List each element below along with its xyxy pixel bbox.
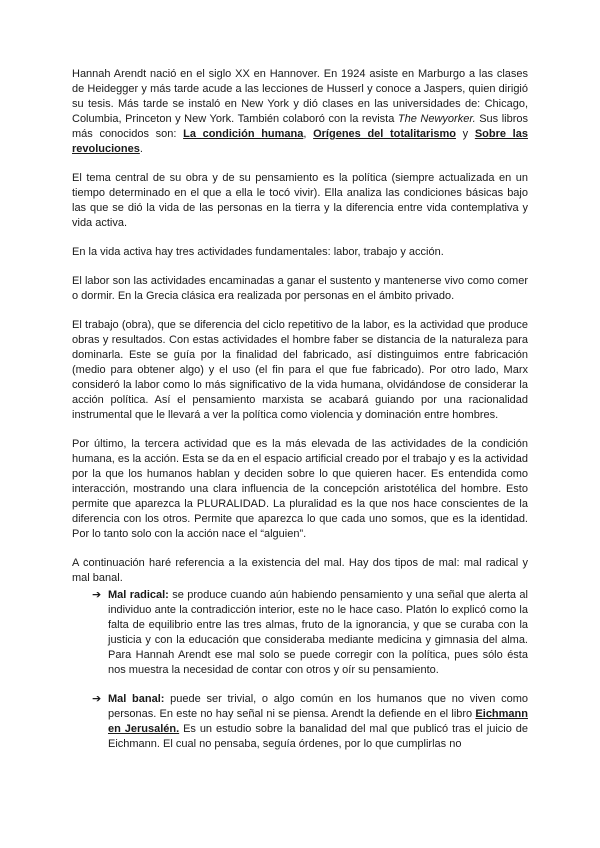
radical-evil-text: se produce cuando aún habiendo pensamiento y una señal que alerta al individuo ante la contradicción interior, este no le hace caso. Platón lo explicó como la falta de equilibrio entre las tres almas, fruto de la ignorancia, y que se curaba con la justicia y con la educación que consideraba mediante medicina y gimnasia del alma. Para Hannah Arendt ese mal solo se puede corregir con la política, pues sólo ésta nos muestra la necesidad de contar con otros y oír su pensamiento. <box>108 589 528 676</box>
list-item-radical-evil <box>92 588 528 678</box>
paragraph-action: Por último, la tercera actividad que es la más elevada de las actividades de la condición humana, es la acción. Esta se da en el espacio artificial creado por el trabajo y es la actividad por la que los humanos hablan y deciden sobre lo que quieren hacer. Es entendida como interacción, mostrando una clara influencia de la concepción aristotélica del hombre. Esto permite que aparezca la PLURALIDAD. La pluralidad es la que nos hace conscientes de la diferencia con los otros. Permite que aparezca lo que cada uno somos, que es la identidad. Por lo tanto solo con la acción nace el “alguien”. <box>72 438 528 540</box>
banal-evil-text-2: Es un estudio sobre la banalidad del mal que publicó tras el juicio de Eichmann. El cual no pensaba, seguía órdenes, por lo que cumplirlas no <box>108 723 528 750</box>
arrow-icon: ➔ <box>92 693 102 705</box>
paragraph-evil-intro: A continuación haré referencia a la existencia del mal. Hay dos tipos de mal: mal radical y mal banal. <box>72 557 528 584</box>
intro-end: . <box>139 143 143 155</box>
paragraph-labor: El labor son las actividades encaminadas a ganar el sustento y mantenerse vivo como comer o dormir. En la Grecia clásica era realizada por personas en el ámbito privado. <box>72 275 528 302</box>
magazine-name: The Newyorker. <box>397 113 476 125</box>
banal-evil-text-1: puede ser trivial, o algo común en los humanos que no viven como personas. En este no hay señal ni se piensa. Arendt la defiende en el libro <box>108 693 528 720</box>
banal-evil-term: Mal banal: <box>108 693 165 705</box>
radical-evil-term: Mal radical: <box>108 589 169 601</box>
arrow-icon: ➔ <box>92 589 102 601</box>
book-title-3: Sobre las revoluciones <box>72 128 528 155</box>
paragraph-central-theme: El tema central de su obra y de su pensamiento es la política (siempre actualizada en un tiempo determinado en el que a ella le tocó vivir). Ella analiza las condiciones básicas bajo las que se dió la vida de las personas en la tierra y la diferencia entre vida contemplativa y vida activa. <box>72 172 528 229</box>
separator-2: y <box>456 128 475 140</box>
separator-1: , <box>303 128 314 140</box>
books-intro: Sus libros más conocidos son: <box>72 113 528 140</box>
paragraph-intro <box>72 67 528 157</box>
book-title-1: La condición humana <box>183 128 304 140</box>
paragraph-active-life: En la vida activa hay tres actividades fundamentales: labor, trabajo y acción. <box>72 246 444 258</box>
list-item-banal-evil <box>92 692 528 752</box>
intro-text: Hannah Arendt nació en el siglo XX en Hannover. En 1924 asiste en Marburgo a las clases de Heidegger y más tarde acude a las lecciones de Husserl y conoce a Jaspers, quien dirigió su tesis. Más tarde se instaló en New York y dió clases en las universidades de: Chicago, Columbia, Princeton y New York. También colaboró con la revista <box>72 68 528 125</box>
book-title-eichmann: Eichmann en Jerusalén. <box>108 708 528 735</box>
paragraph-work: El trabajo (obra), que se diferencia del ciclo repetitivo de la labor, es la actividad que produce obras y resultados. Con estas actividades el hombre faber se distancia de la naturaleza para dominarla. Este se guía por la finalidad del fabricado, así distinguimos entre fabricación (medio para obtener algo) y el uso (el fin para el que fue fabricado). Por otro lado, Marx consideró la labor como lo más significativo de la vida humana, olvidándose de considerar la acción política. Así el pensamiento marxista se acabará guiando por una racionalidad instrumental que le llevará a ver la política como violencia y dominación entre hombres. <box>72 319 528 421</box>
evil-types-list <box>72 588 528 752</box>
book-title-2: Orígenes del totalitarismo <box>313 128 457 140</box>
